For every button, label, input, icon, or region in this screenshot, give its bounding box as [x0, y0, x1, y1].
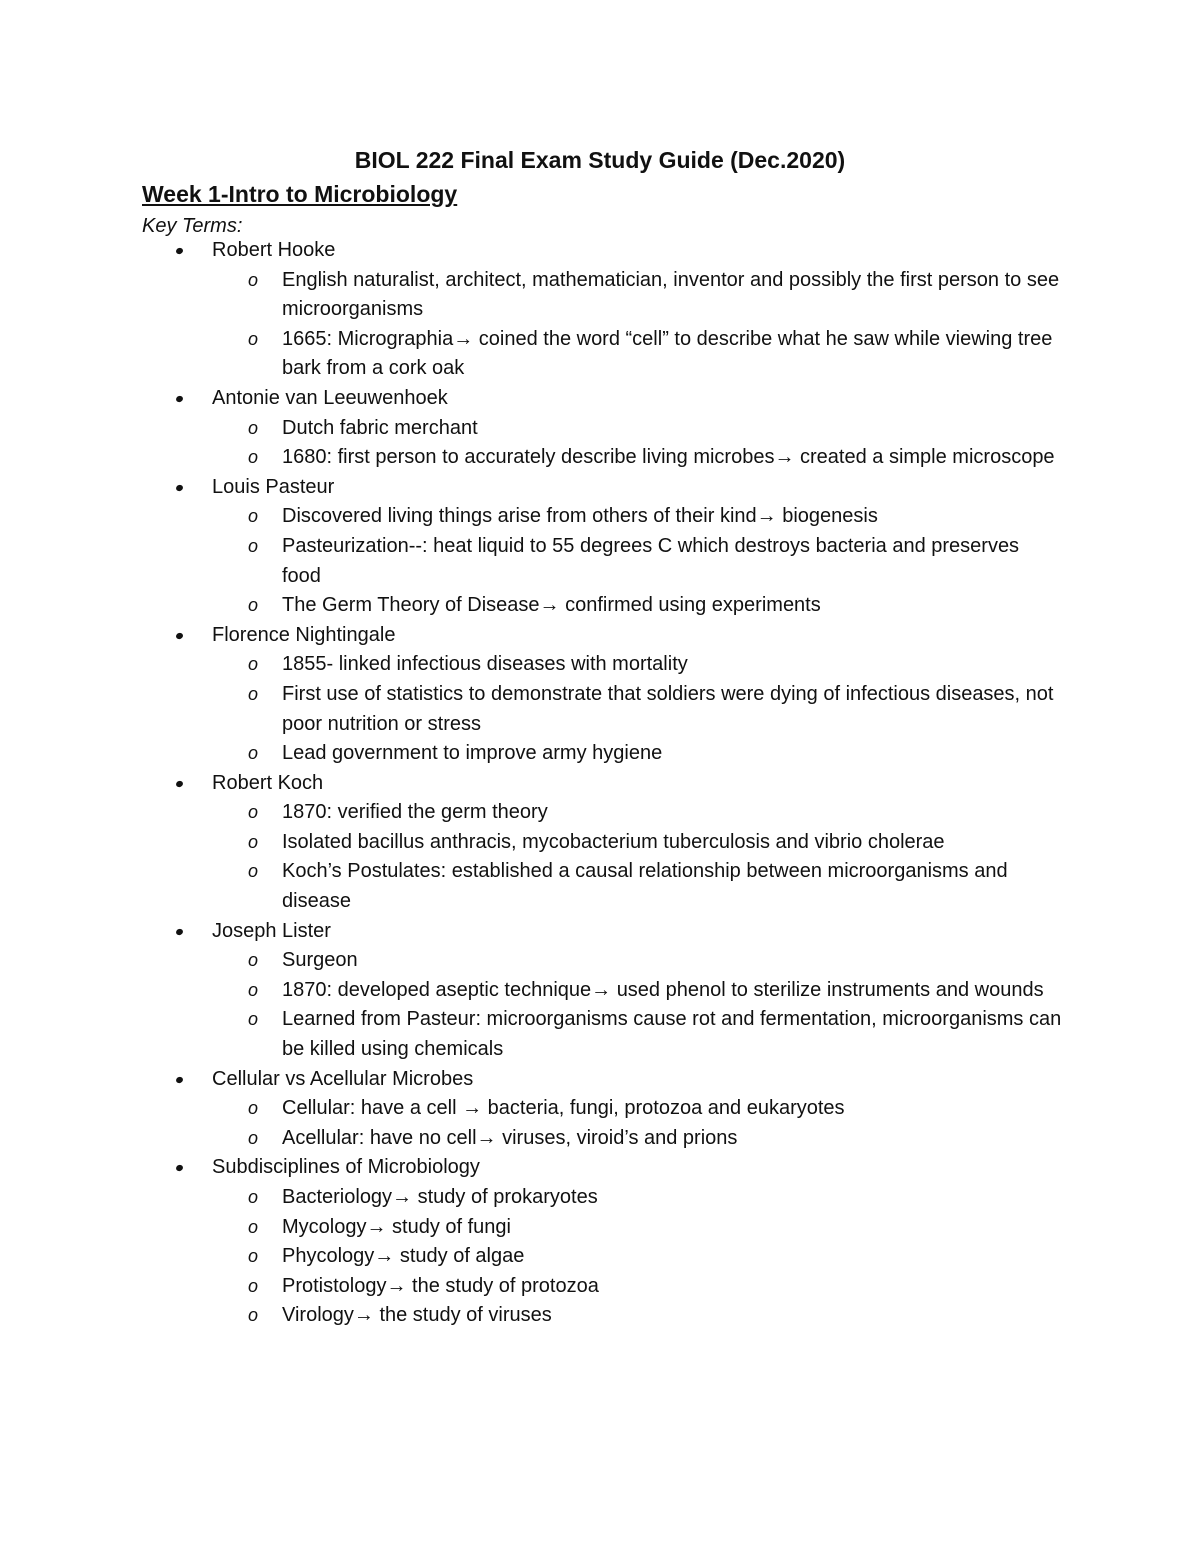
topic-point — [248, 443, 1062, 473]
key-terms-list — [0, 236, 1200, 1331]
circle-bullet-icon: o — [248, 506, 259, 527]
topic-item — [0, 769, 1200, 917]
circle-bullet-icon: o — [248, 1127, 259, 1148]
topic-point — [248, 798, 1062, 828]
topic-point-text: 1870: verified the germ theory — [282, 801, 548, 824]
topic-points-list — [212, 266, 1200, 384]
topic-label: Antonie van Leeuwenhoek — [212, 386, 448, 409]
topic-label: Robert Koch — [212, 771, 324, 794]
topic-point-text: Pasteurization--: heat liquid to 55 degrees C which destroys bacteria and preserves food — [282, 534, 1020, 587]
circle-bullet-icon: o — [248, 417, 259, 438]
key-terms-label: Key Terms: — [142, 215, 243, 237]
document-title: BIOL 222 Final Exam Study Guide (Dec.2020) — [354, 147, 846, 173]
topic-point-text: Discovered living things arise from others of their kind→ biogenesis — [282, 505, 878, 528]
topic-points-list — [212, 1183, 1200, 1331]
topic-point-text: English naturalist, architect, mathematician, inventor and possibly the first person to see microorganisms — [282, 268, 1060, 321]
bullet-dot-icon — [175, 1164, 184, 1172]
topic-item — [0, 621, 1200, 769]
topic-item — [0, 917, 1200, 1065]
topic-point-text: Phycology→ study of algae — [282, 1245, 525, 1268]
topic-point-text: Isolated bacillus anthracis, mycobacterium tuberculosis and vibrio cholerae — [282, 830, 945, 853]
topic-point — [248, 1124, 1062, 1154]
topic-item — [0, 384, 1200, 473]
week-heading: Week 1-Intro to Microbiology — [142, 181, 458, 207]
topic-label: Robert Hooke — [212, 239, 336, 261]
circle-bullet-icon: o — [248, 743, 259, 764]
topic-point — [248, 739, 1062, 769]
topic-point — [248, 946, 1062, 976]
topic-point — [248, 976, 1062, 1006]
topic-points-list — [212, 650, 1200, 768]
circle-bullet-icon: o — [248, 1216, 259, 1237]
circle-bullet-icon: o — [248, 683, 259, 704]
topic-points-list — [212, 946, 1200, 1064]
topic-point — [248, 1301, 1062, 1331]
topic-point — [248, 325, 1062, 384]
topic-point-text: Surgeon — [282, 949, 358, 972]
topic-point-text: 1680: first person to accurately describe living microbes→ created a simple microscope — [282, 446, 1055, 469]
circle-bullet-icon: o — [248, 1246, 259, 1267]
topic-point-text: 1665: Micrographia→ coined the word “cell” to describe what he saw while viewing tree bark from a cork oak — [282, 327, 1053, 380]
topic-point-text: Koch’s Postulates: established a causal relationship between microorganisms and disease — [282, 860, 1008, 913]
circle-bullet-icon: o — [248, 979, 259, 1000]
topic-point — [248, 266, 1062, 325]
topic-item — [0, 236, 1200, 384]
bullet-dot-icon — [175, 247, 184, 255]
topic-point — [248, 828, 1062, 858]
topic-point-text: First use of statistics to demonstrate that soldiers were dying of infectious diseases, not poor nutrition or stress — [282, 682, 1054, 735]
circle-bullet-icon: o — [248, 1098, 259, 1119]
topic-points-list — [212, 414, 1200, 473]
bullet-dot-icon — [175, 632, 184, 640]
circle-bullet-icon: o — [248, 1009, 259, 1030]
topic-point — [248, 532, 1062, 591]
circle-bullet-icon: o — [248, 328, 259, 349]
topic-point — [248, 502, 1062, 532]
topic-point — [248, 1183, 1062, 1213]
topic-point — [248, 1272, 1062, 1302]
circle-bullet-icon: o — [248, 447, 259, 468]
topic-point-text: 1870: developed aseptic technique→ used phenol to sterilize instruments and wounds — [282, 978, 1044, 1001]
topic-label: Subdisciplines of Microbiology — [212, 1156, 480, 1179]
topic-point — [248, 680, 1062, 739]
circle-bullet-icon: o — [248, 595, 259, 616]
bullet-dot-icon — [175, 395, 184, 403]
bullet-dot-icon — [175, 780, 184, 788]
topic-point-text: Mycology→ study of fungi — [282, 1215, 511, 1238]
topic-point — [248, 1094, 1062, 1124]
topic-item — [0, 473, 1200, 621]
topic-item — [0, 1065, 1200, 1154]
topic-point-text: Bacteriology→ study of prokaryotes — [282, 1186, 598, 1208]
topic-point-text: Virology→ the study of viruses — [282, 1304, 552, 1327]
topic-point-text: Cellular: have a cell → bacteria, fungi, protozoa and eukaryotes — [282, 1097, 845, 1120]
bullet-dot-icon — [175, 1076, 184, 1084]
topic-item — [0, 1153, 1200, 1331]
circle-bullet-icon: o — [248, 269, 259, 290]
topic-label: Florence Nightingale — [212, 623, 396, 646]
topic-label: Cellular vs Acellular Microbes — [212, 1067, 474, 1090]
topic-points-list — [212, 502, 1200, 620]
topic-points-list — [212, 1094, 1200, 1153]
circle-bullet-icon: o — [248, 950, 259, 971]
circle-bullet-icon: o — [248, 1275, 259, 1296]
topic-point — [248, 591, 1062, 621]
topic-point-text: Dutch fabric merchant — [282, 416, 478, 439]
circle-bullet-icon: o — [248, 1305, 259, 1326]
topic-point — [248, 1005, 1062, 1064]
topic-point-text: Acellular: have no cell→ viruses, viroid’s and prions — [282, 1126, 738, 1149]
circle-bullet-icon: o — [248, 535, 259, 556]
topic-point — [248, 414, 1062, 444]
bullet-dot-icon — [175, 484, 184, 492]
circle-bullet-icon: o — [248, 1187, 259, 1207]
topic-point-text: Protistology→ the study of protozoa — [282, 1274, 599, 1297]
topic-point — [248, 1242, 1062, 1272]
topic-point — [248, 650, 1062, 680]
circle-bullet-icon: o — [248, 802, 259, 823]
topic-label: Joseph Lister — [212, 919, 331, 942]
topic-point-text: Learned from Pasteur: microorganisms cause rot and fermentation, microorganisms can be killed using chemicals — [282, 1008, 1062, 1061]
topic-point — [248, 857, 1062, 916]
circle-bullet-icon: o — [248, 831, 259, 852]
topic-point-text: Lead government to improve army hygiene — [282, 742, 663, 765]
topic-points-list — [212, 798, 1200, 916]
bullet-dot-icon — [175, 928, 184, 936]
circle-bullet-icon: o — [248, 654, 259, 675]
topic-label: Louis Pasteur — [212, 475, 335, 498]
circle-bullet-icon: o — [248, 861, 259, 882]
topic-point-text: The Germ Theory of Disease→ confirmed using experiments — [282, 594, 821, 617]
topic-point — [248, 1213, 1062, 1243]
topic-point-text: 1855- linked infectious diseases with mortality — [282, 653, 688, 676]
